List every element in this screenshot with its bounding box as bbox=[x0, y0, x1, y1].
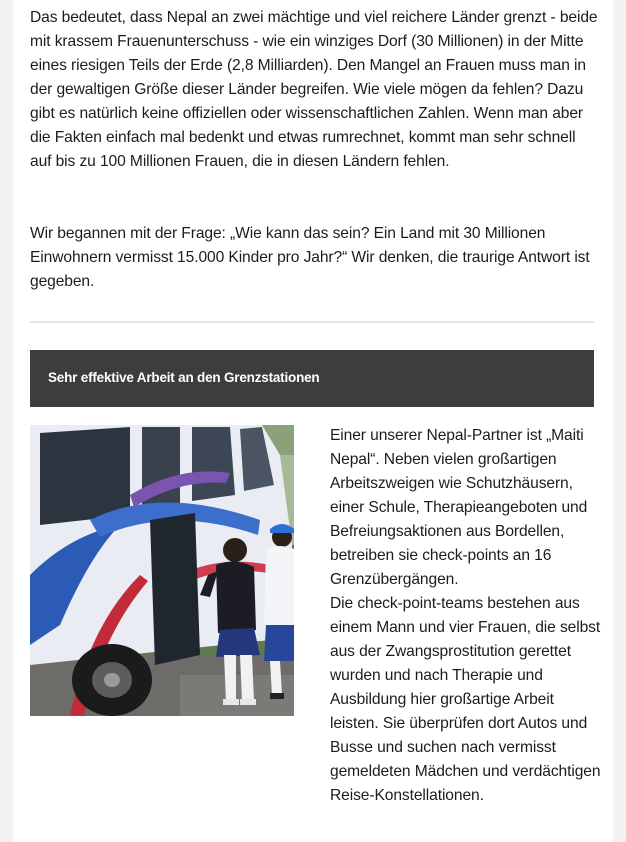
border-checkpoint-bus-photo bbox=[30, 425, 294, 716]
article-paragraph: Das bedeutet, dass Nepal an zwei mächtige und viel reichere Länder grenzt - beide mit krassem Frauenunterschuss - wie ein winziges Dorf (30 Millionen) in der Mitte eines riesigen Teils der Erde (2,8 Milliarden). Den Mangel an Frauen muss man in der gewaltigen Größe dieser Länder begreifen. Wie viele mögen da fehlen? Dazu gibt es natürlich keine offiziellen oder wissenschaftlichen Zahlen. Wenn man aber die Fakten einfach mal bedenkt und etwas rumrechnet, kommt man sehr schnell auf bis zu 100 Millionen Frauen, die in diesen Ländern fehlen. bbox=[30, 9, 598, 170]
section-paragraph: Einer unserer Nepal-Partner ist „Maiti Nepal“. Neben vielen großartigen Arbeitszweigen wie Schutzhäusern, einer Schule, Therapieangeboten und Befreiungsaktionen aus Bordellen, betreiben sie check-points an 16 Grenzübergängen. bbox=[330, 427, 588, 588]
section-header-bar bbox=[30, 350, 594, 407]
newsletter-content bbox=[13, 0, 613, 842]
section-divider bbox=[30, 321, 594, 323]
section-paragraph: Die check-point-teams bestehen aus einem Mann und vier Frauen, die selbst aus der Zwangsprostitution gerettet wurden und nach Therapie und Ausbildung hier großartige Arbeit leisten. Sie überprüfen dort Autos und Busse und suchen nach vermisst gemeldeten Mädchen und verdächtigen Reise-Konstellationen. bbox=[330, 595, 601, 804]
article-paragraph: Wir begannen mit der Frage: „Wie kann das sein? Ein Land mit 30 Millionen Einwohnern vermisst 15.000 Kinder pro Jahr?“ Wir denken, die traurige Antwort ist gegeben. bbox=[30, 225, 590, 290]
section-title: Sehr effektive Arbeit an den Grenzstationen bbox=[48, 370, 320, 385]
section-body bbox=[330, 424, 602, 808]
